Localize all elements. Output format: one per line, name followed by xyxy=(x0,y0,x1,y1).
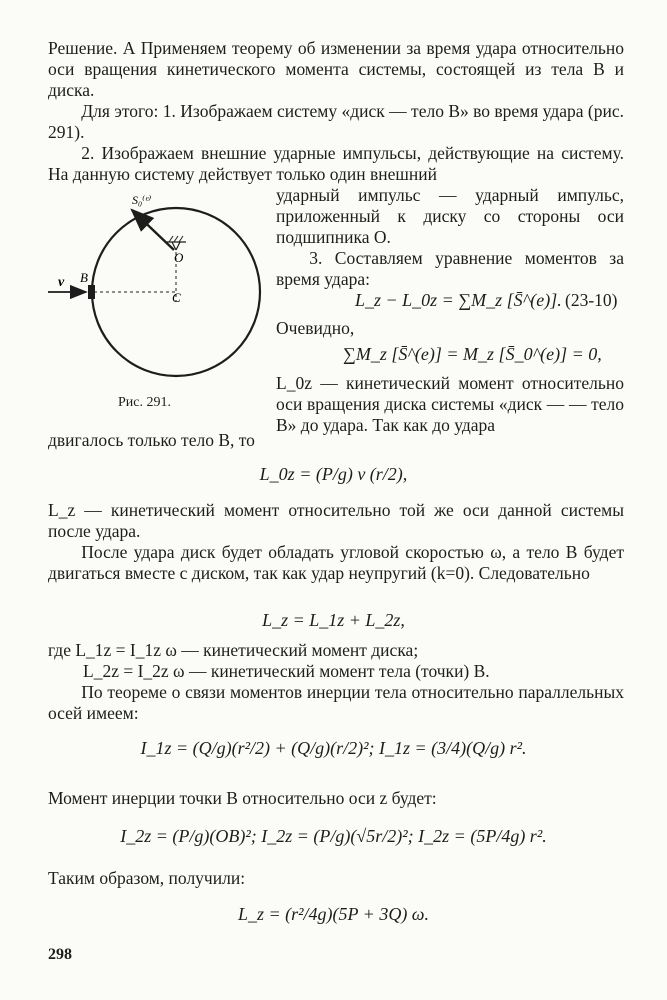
label-c: C xyxy=(172,290,181,305)
para-step2-tail: ударный импульс — ударный импульс, приложенный к диску со стороны оси подшипника O. xyxy=(276,185,624,247)
label-b: B xyxy=(80,270,88,285)
label-v: v xyxy=(58,275,65,290)
label-obviously: Очевидно, xyxy=(276,318,355,338)
figure-disk-diagram xyxy=(48,180,270,390)
para-l0z-side: L_0z — кинетический момент относительно оси вращения диска системы «диск — — тело B» до удара. Так как до удара xyxy=(276,373,624,435)
para-theorem: По теореме о связи моментов инерции тела относительно параллельных осей имеем: xyxy=(48,682,624,723)
eq-i1z: I_1z = (Q/g)(r²/2) + (Q/g)(r/2)²; I_1z = (3/4)(Q/g) r². xyxy=(140,738,527,758)
bearing-o-icon xyxy=(166,236,186,250)
para-lz: L_z — кинетический момент относительно той же оси данной системы после удара. xyxy=(48,500,624,541)
body-b xyxy=(88,285,95,299)
para-thus: Таким образом, получили: xyxy=(48,868,246,888)
eq-number: (23-10) xyxy=(565,290,618,310)
label-s0: S₀⁽ᵉ⁾ xyxy=(132,193,152,207)
where-line1: где L_1z = I_1z ω — кинетический момент диска; xyxy=(48,640,419,660)
para-l0z-full: двигалось только тело B, то xyxy=(48,430,255,450)
eq-moments: L_z − L_0z = ∑M_z [S̄^(e)]. xyxy=(355,290,562,310)
eq-l0z: L_0z = (P/g) v (r/2), xyxy=(259,464,408,484)
eq-zero: ∑M_z [S̄^(e)] = M_z [S̄_0^(e)] = 0, xyxy=(343,344,602,364)
para-step1: Для этого: 1. Изображаем систему «диск — тело B» во время удара (рис. 291). xyxy=(48,101,624,142)
eq-lz-sum: L_z = L_1z + L_2z, xyxy=(262,610,405,630)
page-number: 298 xyxy=(48,946,72,963)
para-solution: Решение. А Применяем теорему об изменении за время удара относительно оси вращения кинетического момента системы, состоящей из тела B и диска. xyxy=(48,38,624,100)
figure-caption: Рис. 291. xyxy=(118,395,171,410)
impulse-s0-arrow xyxy=(132,210,174,250)
para-step3: 3. Составляем уравнение моментов за время удара: xyxy=(276,248,624,289)
eq-final: L_z = (r²/4g)(5P + 3Q) ω. xyxy=(237,904,430,924)
eq-i2z: I_2z = (P/g)(OB)²; I_2z = (P/g)(√5r/2)²; I_2z = (5P/4g) r². xyxy=(120,826,547,846)
para-step2-head: 2. Изображаем внешние ударные импульсы, действующие на систему. На данную систему действует только один внешний xyxy=(48,143,624,184)
label-o: O xyxy=(174,250,184,265)
where-line2: L_2z = I_2z ω — кинетический момент тела (точки) B. xyxy=(83,661,490,681)
para-after: После удара диск будет обладать угловой скоростью ω, а тело B будет двигаться вместе с диском, так как удар неупругий (k=0). Следовательно xyxy=(48,542,624,583)
para-moment-b: Момент инерции точки B относительно оси z будет: xyxy=(48,788,437,808)
